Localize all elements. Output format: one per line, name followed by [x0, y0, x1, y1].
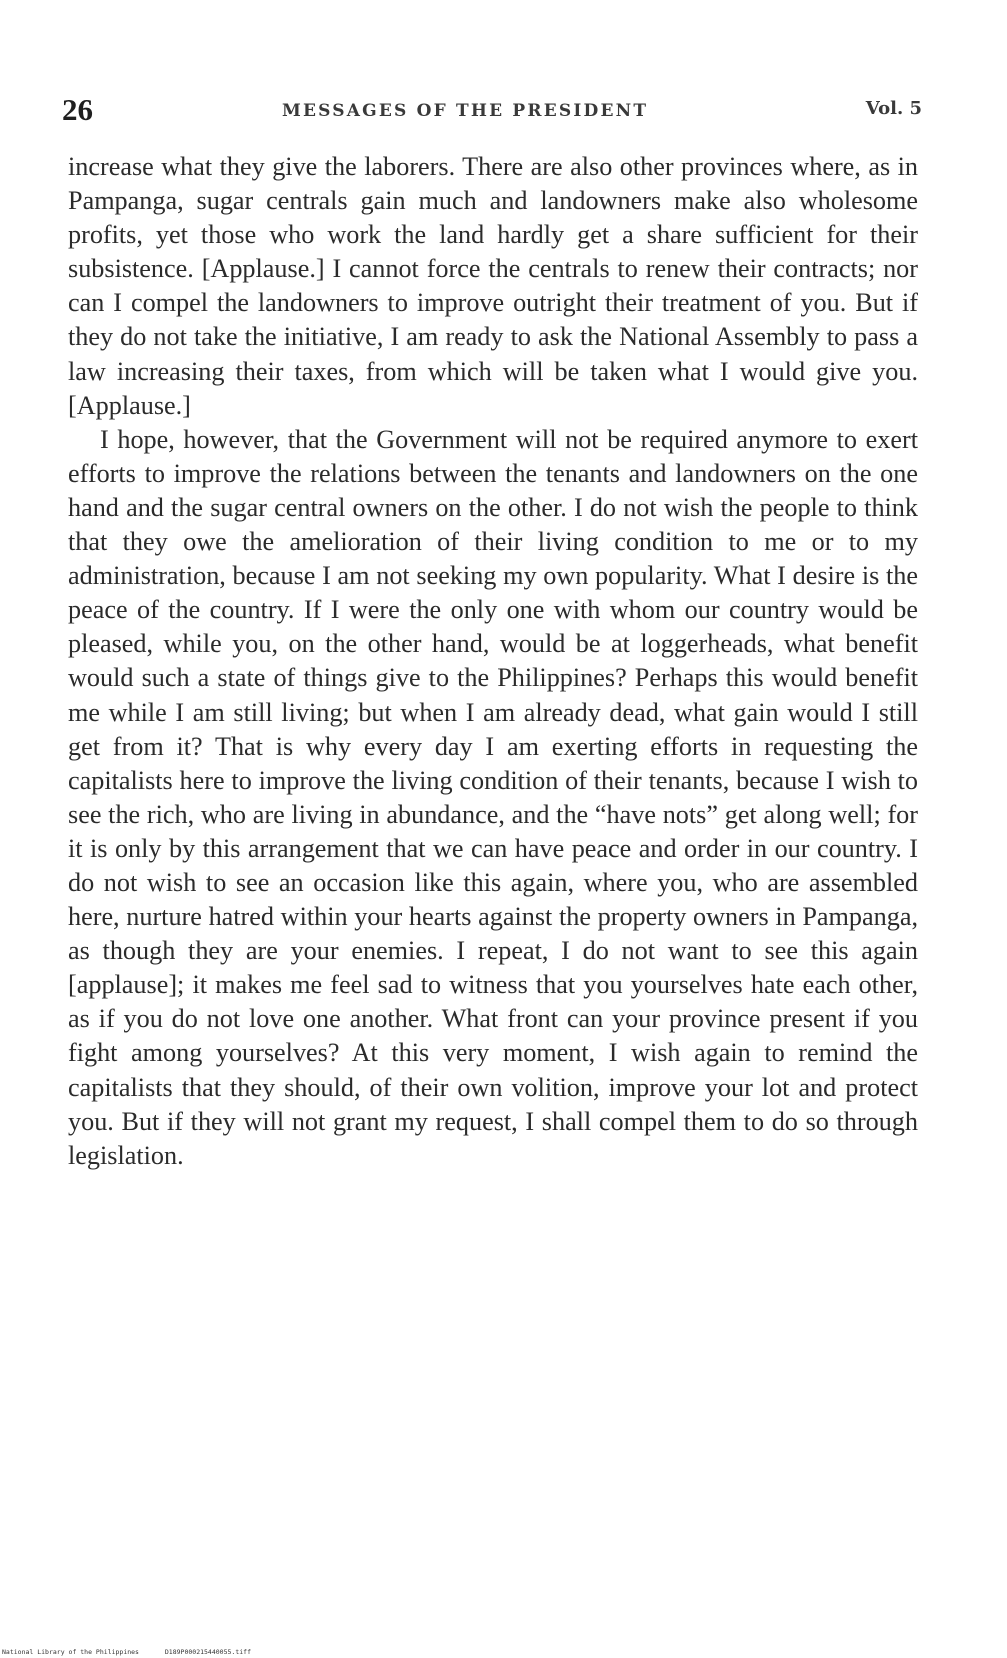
page-body	[68, 150, 918, 1173]
scan-footer	[2, 1648, 251, 1656]
page-number: 26	[62, 92, 93, 127]
paragraph: I hope, however, that the Government will not be required anymore to exert efforts to improve the relations between the tenants and landowners on the one hand and the sugar central owners on the other. I do not wish the people to think that they owe the amelioration of their living condition to me or to my administration, because I am not seeking my own popularity. What I desire is the peace of the country. If I were the only one with whom our country would be pleased, while you, on the other hand, would be at loggerheads, what benefit would such a state of things give to the Philippines? Perhaps this would benefit me while I am still living; but when I am already dead, what gain would I still get from it? That is why every day I am exerting efforts in requesting the capitalists here to improve the living condition of their tenants, because I wish to see the rich, who are living in abundance, and the “have nots” get along well; for it is only by this arrangement that we can have peace and order in our country. I do not wish to see an occasion like this again, where you, who are assembled here, nurture hatred within your hearts against the property owners in Pampanga, as though they are your enemies. I repeat, I do not want to see this again [applause]; it makes me feel sad to witness that you yourselves hate each other, as if you do not love one another. What front can your province present if you fight among yourselves? At this very moment, I wish again to remind the capitalists that they should, of their own volition, improve your lot and protect you. But if they will not grant my request, I shall compel them to do so through legislation.	[68, 424, 918, 1170]
volume-label: Vol. 5	[865, 98, 922, 119]
running-title: MESSAGES OF THE PRESIDENT	[282, 101, 649, 121]
file-id: D189P000215440055.tiff	[164, 1648, 251, 1656]
paragraph-continued: increase what they give the laborers. There are also other provinces where, as in Pampanga, sugar centrals gain much and landowners make also wholesome profits, yet those who work the land hardly get a share sufficient for their subsistence. [Applause.] I cannot force the centrals to renew their contracts; nor can I compel the landowners to improve outright their treatment of you. But if they do not take the initiative, I am ready to ask the National Assembly to pass a law increasing their taxes, from which will be taken what I would give you. [Applause.]	[68, 152, 918, 420]
library-credit: National Library of the Philippines	[2, 1648, 139, 1656]
page-header	[62, 92, 922, 132]
